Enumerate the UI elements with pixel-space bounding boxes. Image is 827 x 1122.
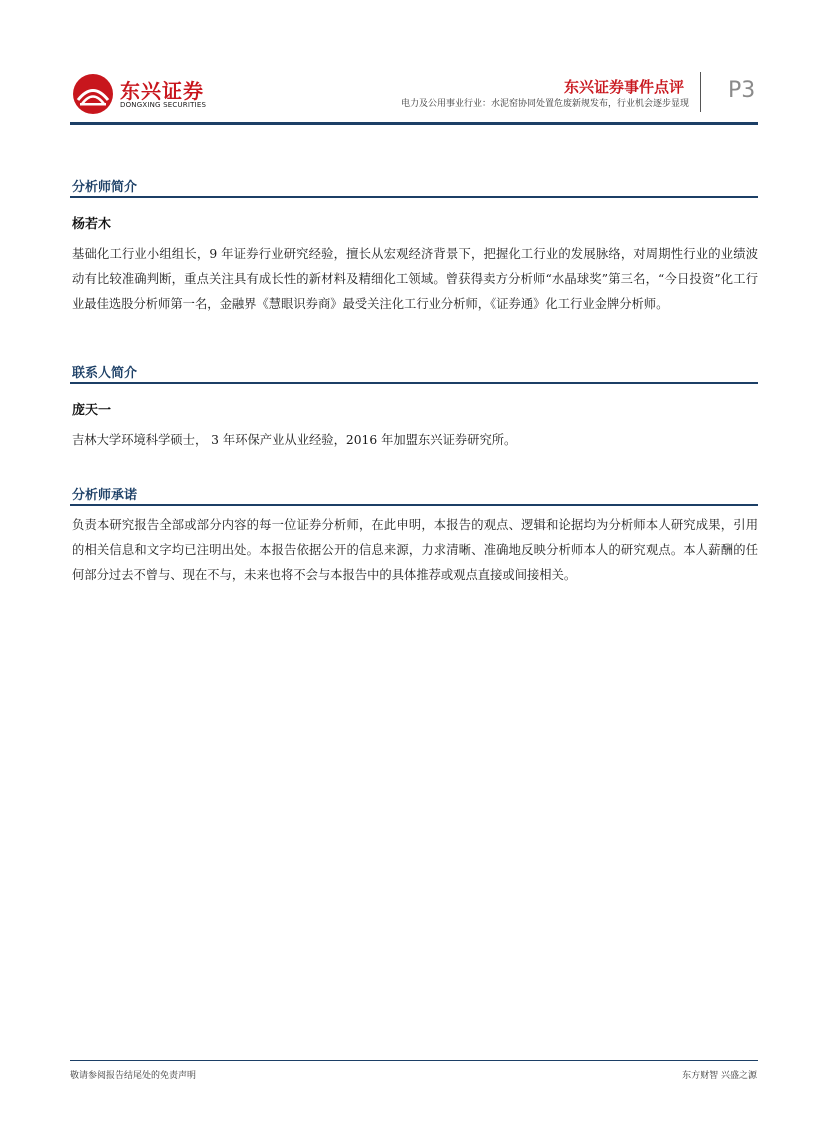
analyst-bio: 基础化工行业小组组长，9 年证券行业研究经验，擅长从宏观经济背景下，把握化工行业的发展脉络，对周期性行业的业绩波动有比较准确判断，重点关注具有成长性的新材料及精细化工领域。曾获得卖方分析师“水晶球奖”第三名，“今日投资”化工行业最佳选股分析师第一名，金融界《慧眼识券商》最受关注化工行业分析师，《证券通》化工行业金牌分析师。 (72, 247, 758, 311)
contact-bio: 吉林大学环境科学硕士， 3 年环保产业从业经验，2016 年加盟东兴证券研究所。 (72, 433, 517, 447)
commitment-section-title: 分析师承诺 (72, 488, 138, 503)
contact-section-title: 联系人简介 (72, 366, 138, 381)
logo-chinese-name: 东兴证券 (120, 79, 204, 103)
report-subtitle: 电力及公用事业行业：水泥窑协同处置危废新规发布，行业机会逐步显现 (400, 99, 689, 109)
contact-section-rule (70, 382, 758, 384)
footer-rule (70, 1060, 758, 1061)
analyst-section-rule (70, 196, 758, 198)
footer-disclaimer-note: 敬请参阅报告结尾处的免责声明 (70, 1071, 197, 1081)
company-logo (72, 73, 212, 115)
contact-name: 庞天一 (72, 403, 112, 418)
header-divider (700, 72, 701, 112)
report-type-title: 东兴证券事件点评 (563, 78, 684, 96)
commitment-section-rule (70, 504, 758, 506)
footer-slogan: 东方财智 兴盛之源 (682, 1071, 757, 1081)
analyst-section-title: 分析师简介 (72, 180, 138, 195)
logo-english-name: DONGXING SECURITIES (120, 101, 207, 109)
commitment-text: 负责本研究报告全部或部分内容的每一位证券分析师，在此申明，本报告的观点、逻辑和论据均为分析师本人研究成果，引用的相关信息和文字均已注明出处。本报告依据公开的信息来源，力求清晰、准确地反映分析师本人的研究观点。本人薪酬的任何部分过去不曾与、现在不与，未来也将不会与本报告中的具体推荐或观点直接或间接相关。 (72, 518, 758, 582)
dongxing-logo-icon (72, 73, 114, 115)
page-number: P3 (728, 78, 756, 103)
analyst-name: 杨若木 (72, 217, 112, 232)
header-rule (70, 122, 758, 125)
